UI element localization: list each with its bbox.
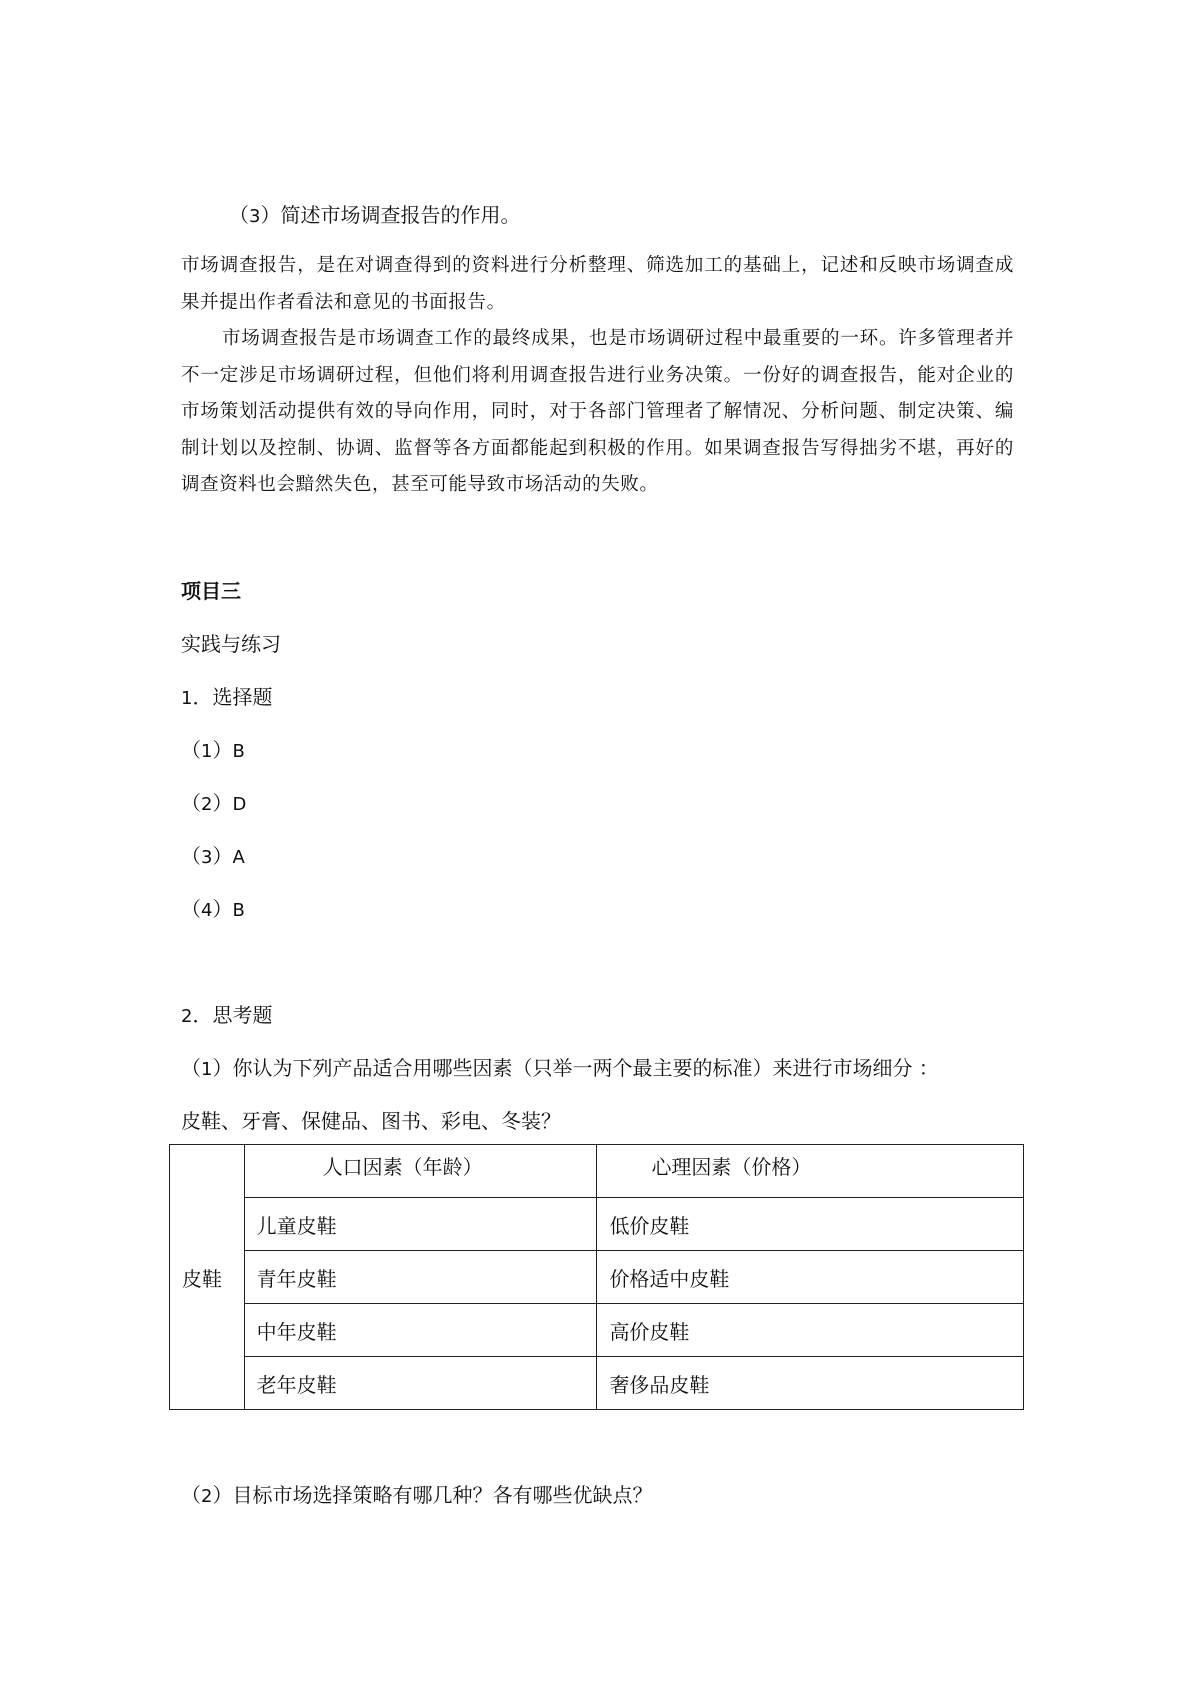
table-row <box>170 1357 1024 1410</box>
choice-item: （4）B <box>181 897 245 921</box>
row-label-cell: 皮鞋 <box>170 1145 245 1410</box>
table-header-row <box>170 1145 1024 1198</box>
price-cell: 高价皮鞋 <box>597 1304 1024 1357</box>
column-header-age: 人口因素（年龄） <box>244 1145 597 1198</box>
project-title: 项目三 <box>181 579 241 603</box>
price-cell: 奢侈品皮鞋 <box>597 1357 1024 1410</box>
age-cell: 中年皮鞋 <box>244 1304 597 1357</box>
price-cell: 低价皮鞋 <box>597 1198 1024 1251</box>
choice-heading: 1．选择题 <box>181 685 273 709</box>
question-number: 3 <box>249 206 261 227</box>
table-row <box>170 1251 1024 1304</box>
choice-answer: B <box>232 900 245 921</box>
project-subtitle: 实践与练习 <box>181 632 281 656</box>
age-cell: 老年皮鞋 <box>244 1357 597 1410</box>
answer-paragraph-2: 市场调查报告是市场调查工作的最终成果，也是市场调研过程中最重要的一环。许多管理者并不一定涉足市场调研过程，但他们将利用调查报告进行业务决策。一份好的调查报告，能对企业的市场策划活动提供有效的导向作用，同时，对于各部门管理者了解情况、分析问题、制定决策、编制计划以及控制、协调、监督等各方面都能起到积极的作用。如果调查报告写得拙劣不堪，再好的调查资料也会黯然失色，甚至可能导致市场活动的失败。 <box>181 328 1014 495</box>
choice-answer: A <box>232 847 245 868</box>
thinking-question-1-products: 皮鞋、牙膏、保健品、图书、彩电、冬装？ <box>181 1109 561 1133</box>
age-cell: 青年皮鞋 <box>244 1251 597 1304</box>
segmentation-table <box>169 1144 1024 1410</box>
question-3: （3）简述市场调查报告的作用。 <box>229 203 521 227</box>
table-row <box>170 1304 1024 1357</box>
thinking-question-2: （2）目标市场选择策略有哪几种？各有哪些优缺点？ <box>181 1483 653 1507</box>
choice-item: （1）B <box>181 738 245 762</box>
thinking-question-1: （1）你认为下列产品适合用哪些因素（只举一两个最主要的标准）来进行市场细分 ： <box>181 1056 939 1080</box>
choice-answer: D <box>232 794 247 815</box>
choice-answer: B <box>232 741 245 762</box>
age-cell: 儿童皮鞋 <box>244 1198 597 1251</box>
price-cell: 价格适中皮鞋 <box>597 1251 1024 1304</box>
thinking-heading: 2．思考题 <box>181 1003 273 1027</box>
choice-item: （3）A <box>181 844 245 868</box>
table-row <box>170 1198 1024 1251</box>
answer-paragraph-1: 市场调查报告，是在对调查得到的资料进行分析整理、筛选加工的基础上，记述和反映市场调查成果并提出作者看法和意见的书面报告。 <box>181 255 1014 313</box>
choice-item: （2）D <box>181 791 247 815</box>
column-header-price: 心理因素（价格） <box>597 1145 1024 1198</box>
